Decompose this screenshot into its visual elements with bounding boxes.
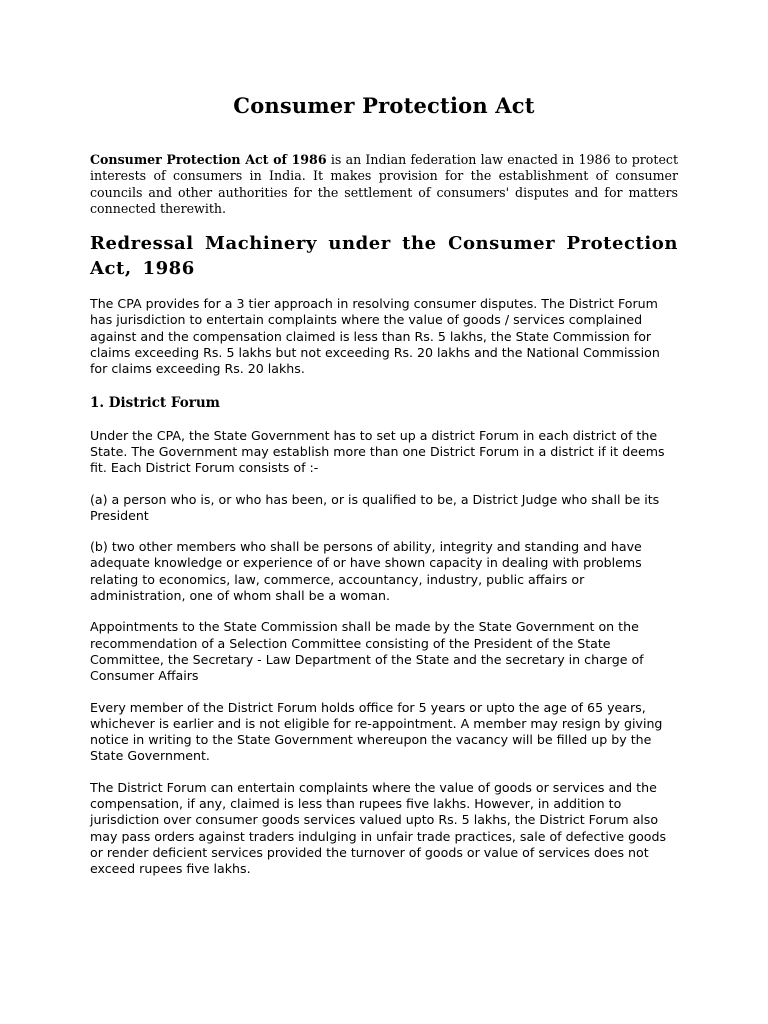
paragraph-term-of-office: Every member of the District Forum holds office for 5 years or upto the age of 65 years, whichever is earlier and is not eligible for re-appointment. A member may resign by giving notice in writing to the State Government whereupon the vacancy will be filled up by the State Government.	[90, 699, 663, 764]
district-forum-heading: 1. District Forum	[90, 394, 220, 411]
paragraph-item-a: (a) a person who is, or who has been, or is qualified to be, a District Judge who shall be its President	[90, 491, 660, 523]
intro-paragraph	[90, 152, 678, 217]
paragraph-setup: Under the CPA, the State Government has to set up a district Forum in each district of the State. The Government may establish more than one District Forum in a district if it deems fit. Each District Forum consists of :-	[90, 427, 665, 476]
intro-lead-bold: Consumer Protection Act of 1986	[90, 152, 327, 167]
paragraph-item-b: (b) two other members who shall be persons of ability, integrity and standing and have adequate knowledge or experience of or have shown capacity in dealing with problems relating to economics, law, commerce, accountancy, industry, public affairs or administration, one of whom shall be a woman.	[90, 539, 642, 604]
intro-text: is an Indian federation law enacted in 1986 to protect interests of consumers in India. It makes provision for the establishment of consumer councils and other authorities for the settlement of consumers' disputes and for matters connected therewith.	[90, 152, 679, 216]
cpa-paragraph: The CPA provides for a 3 tier approach in resolving consumer disputes. The District Forum has jurisdiction to entertain complaints where the value of goods / services complained against and the compensation claimed is less than Rs. 5 lakhs, the State Commission for claims exceeding Rs. 5 lakhs but not exceeding Rs. 20 lakhs and the National Commission for claims exceeding Rs. 20 lakhs.	[90, 296, 660, 377]
paragraph-jurisdiction: The District Forum can entertain complaints where the value of goods or services and the compensation, if any, claimed is less than rupees five lakhs. However, in addition to jurisdiction over consumer goods services valued upto Rs. 5 lakhs, the District Forum also may pass orders against traders indulging in unfair trade practices, sale of defective goods or render deficient services provided the turnover of goods or value of services does not exceed rupees five lakhs.	[90, 779, 667, 877]
paragraph-appointments: Appointments to the State Commission shall be made by the State Government on the recommendation of a Selection Committee consisting of the President of the State Committee, the Secretary - Law Department of the State and the secretary in charge of Consumer Affairs	[90, 619, 644, 684]
section-heading: Redressal Machinery under the Consumer Protection Act, 1986	[90, 233, 678, 280]
document-title: Consumer Protection Act	[233, 93, 535, 118]
